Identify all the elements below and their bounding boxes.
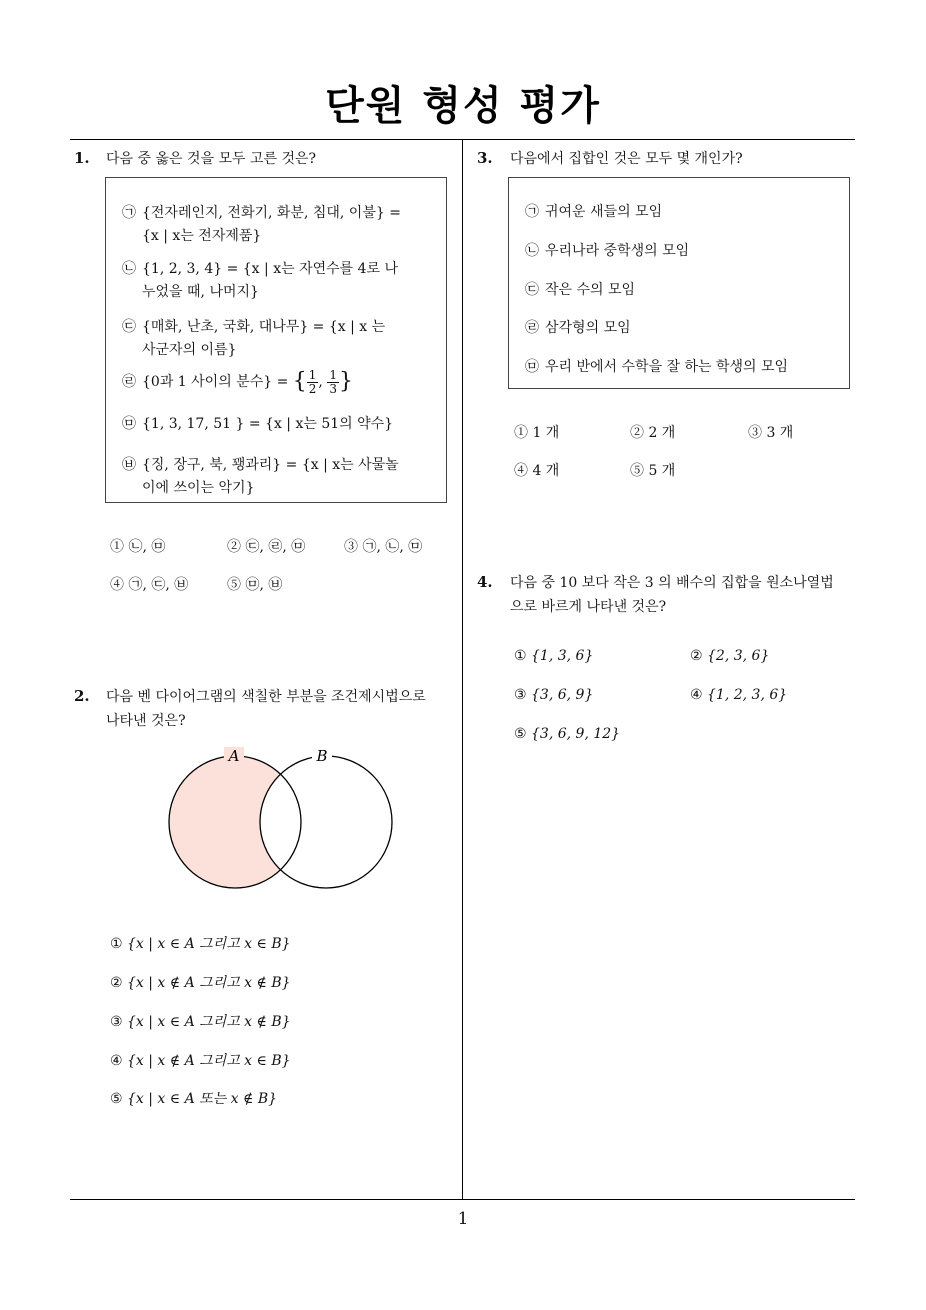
q1-statement-6-line2: 이에 쓰이는 악기} [142,480,255,496]
venn-diagram [160,742,400,894]
q1-statement-1-line2-math: {x | x [142,228,181,244]
question-2-number: 2. [74,687,90,705]
q3-statement-4: ㉣ 삼각형의 모임 [525,320,631,336]
q3-statement-3: ㉢ 작은 수의 모임 [525,282,636,298]
q1-statement-2-line2: 누었을 때, 나머지} [142,284,259,300]
question-1-number: 1. [74,149,90,167]
q1-statement-3-line2: 사군자의 이름} [142,342,237,358]
q1-statement-4-mark: ㉣ [122,374,136,390]
q1-option-4[interactable]: ④ ㉠, ㉢, ㉥ [110,577,189,593]
q1-statement-2-line1a: {1, 2, 3, 4} = {x | x [142,261,282,277]
fraction-one-third: $\frac{1}{3}$ [329,367,337,396]
column-divider [462,139,463,1199]
bottom-divider [70,1199,855,1200]
page-title: 단원 형성 평가 [325,83,601,129]
page-number: 1 [457,1209,469,1229]
q1-statement-4-text: {0과 1 사이의 분수} = [142,374,293,390]
q1-statement-5-mark: ㉤ [122,416,136,432]
venn-label-a: A [228,747,240,765]
q1-statement-5 [122,413,432,436]
q1-option-5[interactable]: ⑤ ㉤, ㉥ [227,577,283,593]
question-4-text-line2: 으로 바르게 나타낸 것은? [510,599,667,615]
q1-statement-2-line1b: 는 자연수를 4로 나 [281,261,399,277]
q4-option-1[interactable]: ① {1, 3, 6} [514,648,594,664]
fraction-one-half: $\frac{1}{2}$ [308,367,317,396]
q4-option-5[interactable]: ⑤ {3, 6, 9, 12} [514,726,621,742]
q1-statement-3-mark: ㉢ [122,319,136,335]
q1-statement-2 [122,258,432,304]
venn-label-b: B [316,747,328,765]
q2-option-3[interactable]: ③ {x | x ∈ A 그리고 x ∉ B} [110,1014,291,1030]
q1-statement-2-mark: ㉡ [122,261,136,277]
q4-option-4[interactable]: ④ {1, 2, 3, 6} [690,687,788,703]
venn-shaded-region [169,756,301,888]
q2-option-4[interactable]: ④ {x | x ∉ A 그리고 x ∈ B} [110,1053,291,1069]
right-brace: } [338,369,353,394]
q1-option-1[interactable]: ① ㉡, ㉤ [110,539,166,555]
question-4-text [510,571,834,619]
q1-option-3[interactable]: ③ ㉠, ㉡, ㉤ [344,539,423,555]
question-4-number: 4. [477,573,493,591]
q1-statement-6-mark: ㉥ [122,457,136,473]
question-2-text [106,685,426,733]
question-3-number: 3. [477,149,493,167]
q3-statement-2: ㉡ 우리나라 중학생의 모임 [525,243,690,259]
q3-option-3[interactable]: ③ 3 개 [748,425,794,441]
question-3-text: 다음에서 집합인 것은 모두 몇 개인가? [510,151,743,167]
q1-statement-3-line1: {매화, 난초, 국화, 대나무} = {x | x 는 [142,319,386,335]
q3-option-5[interactable]: ⑤ 5 개 [630,463,676,479]
question-2-text-line2: 나타낸 것은? [106,713,186,729]
left-brace: { [292,369,307,394]
q1-statement-6-line1: {징, 장구, 북, 꽹과리} = {x | x는 사물놀 [142,457,399,473]
q1-statement-1-line1: {전자레인지, 전화기, 화분, 침대, 이불} = [142,205,401,221]
q1-statement-1 [122,202,432,248]
q4-option-3[interactable]: ③ {3, 6, 9} [514,687,594,703]
q2-option-1[interactable]: ① {x | x ∈ A 그리고 x ∈ B} [110,936,291,952]
q3-statement-5: ㉤ 우리 반에서 수학을 잘 하는 학생의 모임 [525,359,789,375]
q4-option-2[interactable]: ② {2, 3, 6} [690,648,770,664]
question-4-text-line1: 다음 중 10 보다 작은 3 의 배수의 집합을 원소나열법 [510,575,834,591]
q2-option-2[interactable]: ② {x | x ∉ A 그리고 x ∉ B} [110,975,291,991]
q1-statement-1-line2: 는 전자제품} [180,228,262,244]
q1-statement-1-mark: ㉠ [122,205,136,221]
question-1-text: 다음 중 옳은 것을 모두 고른 것은? [106,151,317,167]
q3-option-4[interactable]: ④ 4 개 [514,463,560,479]
q3-option-2[interactable]: ② 2 개 [630,425,676,441]
q1-statement-4: ㉣ {0과 1 사이의 분수} = { $\frac{1}{2}$ , $\frac{1}{3}$ } [122,364,432,400]
q3-option-1[interactable]: ① 1 개 [514,425,560,441]
q1-option-2[interactable]: ② ㉢, ㉣, ㉤ [227,539,306,555]
q1-statement-3 [122,316,432,362]
q1-statement-6 [122,454,432,500]
q1-statement-5-text: {1, 3, 17, 51 } = {x | x는 51의 약수} [142,416,394,432]
q3-statement-1: ㉠ 귀여운 새들의 모임 [525,204,663,220]
q2-option-5[interactable]: ⑤ {x | x ∈ A 또는 x ∉ B} [110,1091,278,1107]
question-2-text-line1: 다음 벤 다이어그램의 색칠한 부분을 조건제시법으로 [106,689,426,705]
